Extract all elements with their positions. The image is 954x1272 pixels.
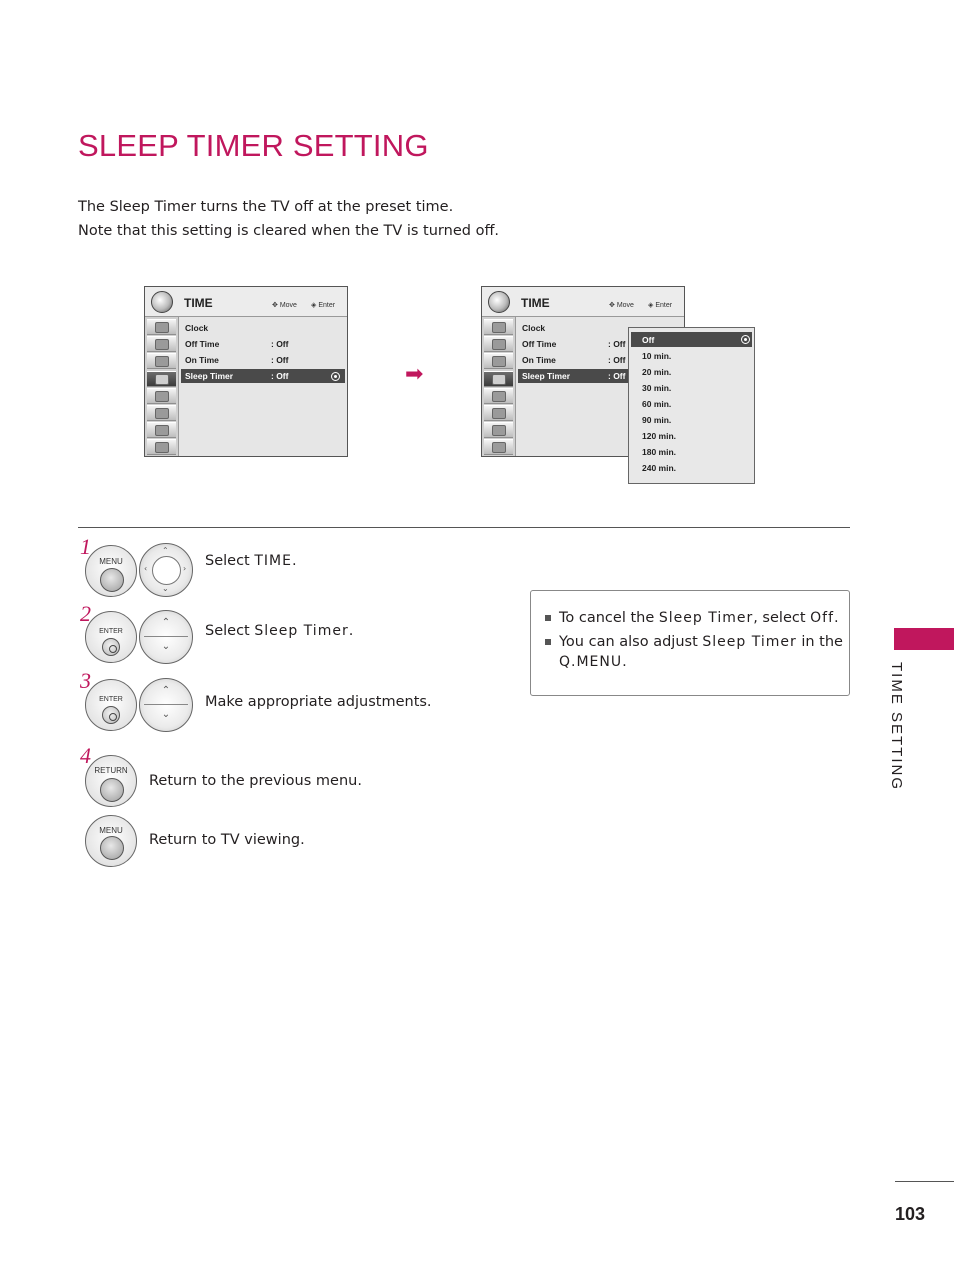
- row-label: Sleep Timer: [522, 371, 571, 381]
- osd-title: TIME: [184, 296, 213, 310]
- option-label: 240 min.: [642, 463, 677, 473]
- row-value: : Off: [271, 339, 289, 349]
- section-label-text: TIME SETTING: [888, 662, 905, 791]
- menu-button[interactable]: [85, 545, 137, 597]
- button-caption: RETURN: [94, 766, 128, 775]
- enter-button[interactable]: [85, 611, 137, 663]
- option-label: 90 min.: [642, 415, 672, 425]
- option-icon[interactable]: [484, 388, 513, 404]
- move-hint: [272, 301, 297, 309]
- enter-hint-label: Enter: [655, 302, 673, 309]
- row-label: Sleep Timer: [185, 371, 234, 381]
- step-2-text: [205, 623, 353, 639]
- step-number: 3: [80, 668, 91, 693]
- step-number: 2: [80, 601, 91, 626]
- note-keyword: Off: [810, 610, 835, 626]
- selected-radio-icon: [331, 372, 340, 381]
- note-box: [530, 590, 850, 696]
- row-label: Clock: [522, 323, 546, 333]
- button-caption: ENTER: [99, 696, 123, 703]
- option-120-min[interactable]: [631, 428, 752, 443]
- menu-button[interactable]: [85, 815, 137, 867]
- footer-rule: [895, 1181, 954, 1182]
- row-value: : Off: [608, 339, 626, 349]
- note-line-1: [545, 610, 839, 626]
- nav-up-icon: ⌃: [162, 546, 169, 555]
- step-keyword: Sleep Timer: [254, 623, 349, 639]
- nav-up-icon: ⌃: [161, 617, 171, 628]
- step-text-prefix: Select: [205, 623, 255, 639]
- step-text-prefix: Select: [205, 553, 255, 569]
- option-60-min[interactable]: [631, 396, 752, 411]
- option-label: 120 min.: [642, 431, 677, 441]
- audio-icon[interactable]: [147, 353, 176, 369]
- note-keyword: Sleep Timer: [702, 634, 797, 650]
- osd-category-sidebar: [482, 317, 516, 456]
- sleep-timer-options-popup: [628, 327, 755, 484]
- bullet-icon: [545, 615, 551, 621]
- osd-header: [145, 287, 347, 317]
- button-cap-icon: [100, 836, 124, 860]
- nav-center-icon: [152, 556, 181, 585]
- note-text: .: [622, 654, 627, 670]
- option-30-min[interactable]: [631, 380, 752, 395]
- clock-icon: [151, 291, 173, 313]
- option-off[interactable]: [631, 332, 752, 347]
- row-label: Clock: [185, 323, 209, 333]
- picture-icon[interactable]: [147, 336, 176, 352]
- option-icon[interactable]: [147, 388, 176, 404]
- note-text: You can also adjust: [559, 634, 703, 650]
- bullet-icon: [545, 639, 551, 645]
- osd-time-menu: [144, 286, 348, 457]
- page-number: 103: [895, 1204, 926, 1224]
- intro-line-2: Note that this setting is cleared when the TV is turned off.: [78, 223, 500, 239]
- enter-circle-icon: [102, 706, 120, 724]
- menu-row-sleep-timer[interactable]: [181, 369, 345, 383]
- note-text: , select: [753, 610, 811, 626]
- clock-icon: [488, 291, 510, 313]
- pad-divider: [144, 636, 188, 637]
- enter-hint: [648, 301, 672, 309]
- lock-icon[interactable]: [484, 405, 513, 421]
- row-label: Off Time: [522, 339, 557, 349]
- option-label: 20 min.: [642, 367, 672, 377]
- time-icon[interactable]: [484, 371, 513, 387]
- osd-title: TIME: [521, 296, 550, 310]
- right-arrow-icon: ➡: [405, 362, 424, 387]
- setup-icon[interactable]: [484, 319, 513, 335]
- button-cap-icon: [100, 568, 124, 592]
- audio-icon[interactable]: [484, 353, 513, 369]
- step-4-text: Return to the previous menu.: [149, 773, 362, 789]
- move-hint-label: Move: [616, 302, 634, 309]
- row-label: On Time: [522, 355, 556, 365]
- usb-icon[interactable]: [147, 439, 176, 455]
- note-text: .: [834, 610, 839, 626]
- row-value: : Off: [608, 355, 626, 365]
- input-icon[interactable]: [147, 422, 176, 438]
- nav-right-icon: ›: [183, 564, 187, 573]
- button-caption: MENU: [99, 557, 123, 566]
- step-5-text: Return to TV viewing.: [149, 832, 305, 848]
- pad-divider: [144, 704, 188, 705]
- menu-row-clock[interactable]: [181, 321, 345, 335]
- section-label: [883, 662, 923, 802]
- step-text-suffix: .: [291, 553, 297, 569]
- row-label: On Time: [185, 355, 219, 365]
- nav-down-icon: ⌄: [161, 641, 171, 652]
- enter-circle-icon: [102, 638, 120, 656]
- navigation-pad[interactable]: [139, 543, 193, 597]
- return-button[interactable]: [85, 755, 137, 807]
- section-tab: [894, 628, 954, 650]
- nav-down-icon: ⌄: [161, 709, 171, 720]
- note-line-3: [559, 654, 627, 670]
- up-down-pad[interactable]: [139, 610, 193, 664]
- input-icon[interactable]: [484, 422, 513, 438]
- option-90-min[interactable]: [631, 412, 752, 427]
- enter-hint: [311, 301, 335, 309]
- return-arrow-icon: [100, 778, 124, 802]
- move-hint: [609, 301, 634, 309]
- menu-row-on-time[interactable]: [181, 353, 345, 367]
- enter-icon: ◈: [648, 302, 654, 309]
- section-divider: [78, 527, 850, 528]
- note-keyword: Q.MENU: [559, 654, 623, 670]
- row-value: : Off: [271, 355, 289, 365]
- page-title: SLEEP TIMER SETTING: [78, 128, 429, 163]
- row-label: Off Time: [185, 339, 220, 349]
- selected-radio-icon: [741, 335, 750, 344]
- usb-icon[interactable]: [484, 439, 513, 455]
- enter-button[interactable]: [85, 679, 137, 731]
- menu-row-off-time[interactable]: [181, 337, 345, 351]
- nav-up-icon: ⌃: [161, 685, 171, 696]
- enter-icon: ◈: [311, 302, 317, 309]
- option-240-min[interactable]: [631, 460, 752, 475]
- button-caption: ENTER: [99, 628, 123, 635]
- step-number: 4: [80, 743, 91, 768]
- note-text: To cancel the: [559, 610, 659, 626]
- intro-line-1: The Sleep Timer turns the TV off at the preset time.: [78, 199, 454, 215]
- setup-icon[interactable]: [147, 319, 176, 335]
- step-number: 1: [80, 534, 91, 559]
- row-value: : Off: [608, 371, 626, 381]
- option-label: 60 min.: [642, 399, 672, 409]
- time-icon[interactable]: [147, 371, 176, 387]
- button-caption: MENU: [99, 826, 123, 835]
- note-keyword: Sleep Timer: [658, 610, 754, 626]
- up-down-pad[interactable]: [139, 678, 193, 732]
- move-arrows-icon: ✥: [609, 302, 615, 309]
- option-label: 30 min.: [642, 383, 672, 393]
- osd-header: [482, 287, 684, 317]
- move-hint-label: Move: [279, 302, 297, 309]
- option-label: 10 min.: [642, 351, 672, 361]
- option-label: Off: [642, 335, 655, 345]
- option-label: 180 min.: [642, 447, 677, 457]
- osd-category-sidebar: [145, 317, 179, 456]
- lock-icon[interactable]: [147, 405, 176, 421]
- step-3-text: Make appropriate adjustments.: [205, 694, 432, 710]
- move-arrows-icon: ✥: [272, 302, 278, 309]
- picture-icon[interactable]: [484, 336, 513, 352]
- nav-left-icon: ‹: [144, 564, 148, 573]
- row-value: : Off: [271, 371, 289, 381]
- option-10-min[interactable]: [631, 348, 752, 363]
- enter-hint-label: Enter: [318, 302, 336, 309]
- note-text: in the: [796, 634, 843, 650]
- nav-down-icon: ⌄: [162, 584, 169, 593]
- option-180-min[interactable]: [631, 444, 752, 459]
- step-keyword: TIME: [254, 553, 292, 569]
- option-20-min[interactable]: [631, 364, 752, 379]
- step-1-text: [205, 553, 297, 569]
- note-line-2: [545, 634, 843, 650]
- step-text-suffix: .: [348, 623, 354, 639]
